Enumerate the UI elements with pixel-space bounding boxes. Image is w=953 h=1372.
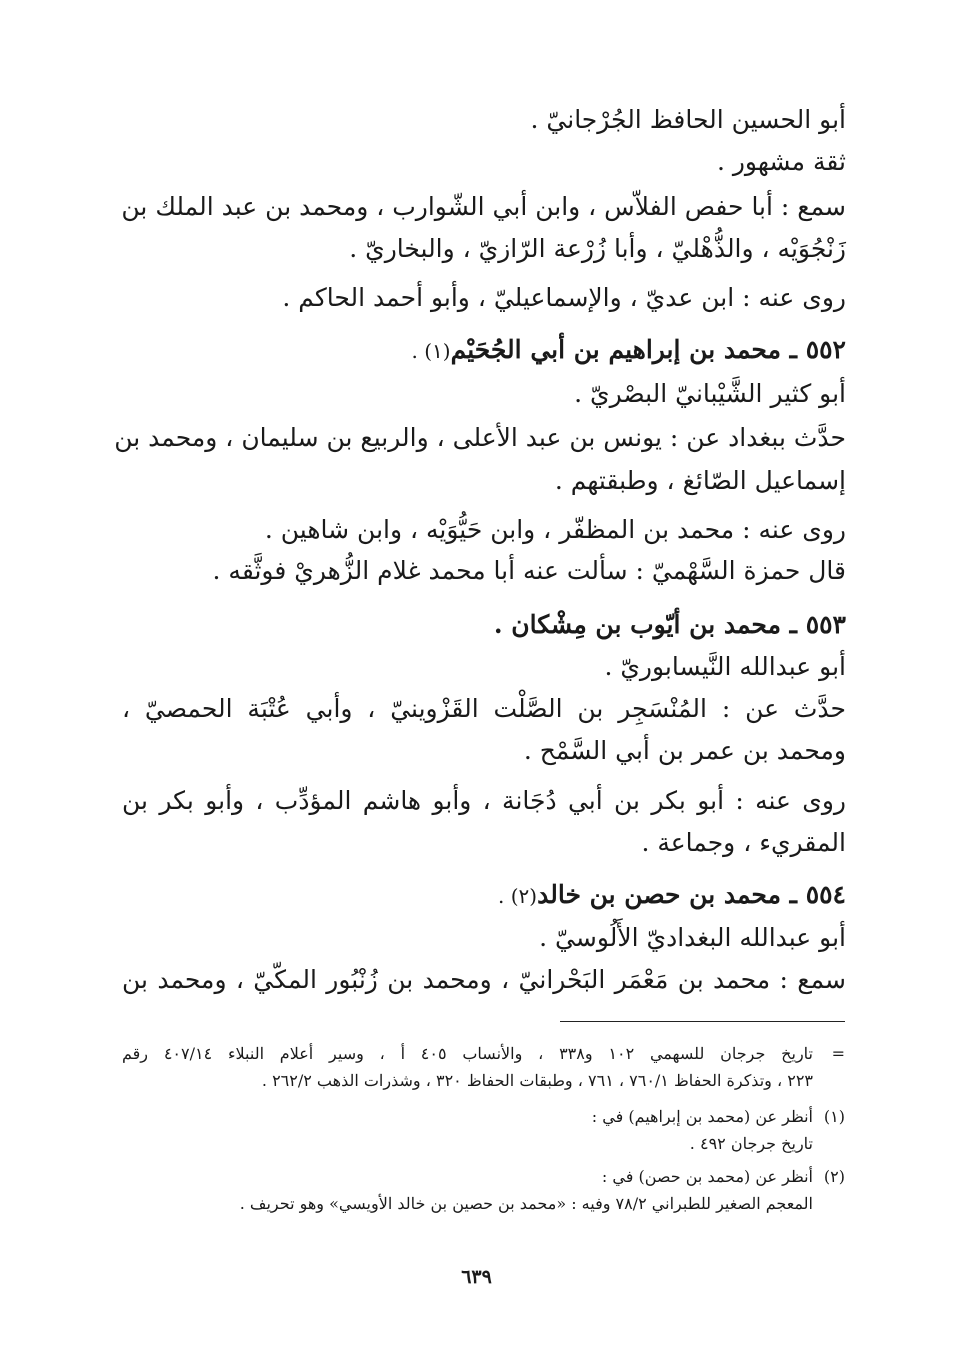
entry-heading-553: ٥٥٣ ـ محمد بن أيّوب بن مِشْكان . [493, 610, 846, 639]
page-number: ٦٣٩ [461, 1266, 492, 1288]
footnote-separator [560, 1021, 845, 1022]
text-line: ومحمد بن عمر بن أبي السَّمْح . [523, 736, 846, 765]
footnote-continuation-marker: = [831, 1044, 845, 1063]
text-line: زَنْجُوَيْه ، والذُّهْليّ ، وأبا زُرْعة الرّازيّ ، والبخاريّ . [349, 234, 846, 263]
text-line: المقريء ، وجماعة . [641, 828, 846, 857]
text-line: حدَّث عن : المُنْسَجِر بن الصَّلْت القَزْوينيّ ، وأبي عُتْبَة الحمصيّ ، [122, 694, 846, 723]
footnote-number: (٢) [823, 1167, 845, 1186]
entry-heading-552 [412, 330, 847, 370]
text-line: روى عنه : أبو بكر بن أبي دُجَانة ، وأبو هاشم المؤدِّب ، وأبو بكر بن [122, 786, 846, 815]
text-line: حدَّث ببغداد عن : يونس بن عبد الأعلى ، والربيع بن سليمان ، ومحمد بن [114, 423, 846, 452]
footnote-ref-2: (٢) . [498, 884, 538, 908]
entry-heading-text: ٥٥٤ ـ محمد بن حصن بن خالد [537, 880, 846, 909]
text-line: إسماعيل الصّائغ ، وطبقتهم . [554, 466, 846, 495]
footnote-number: (١) [823, 1107, 845, 1126]
footnote-line: تاريخ جرجان للسهمي ١٠٢ و٣٣٨ ، والأنساب ٤٠٥ أ ، وسير أعلام النبلاء ٤٠٧/١٤ رقم [122, 1044, 813, 1063]
text-line: أبو عبدالله البغداديّ الأَلُوسيّ . [539, 923, 846, 952]
text-line: أبو الحسين الحافظ الجُرْجانيّ . [530, 105, 846, 134]
text-line: سمع : أبا حفص الفلاّس ، وابن أبي الشّوارب ، ومحمد بن عبد الملك بن [121, 192, 846, 221]
text-line: روى عنه : ابن عديّ ، والإسماعيليّ ، وأبو أحمد الحاكم . [282, 283, 846, 312]
text-line: روى عنه : محمد بن المظفّر ، وابن حَيُّوَيْه ، وابن شاهين . [264, 515, 846, 544]
text-line: قال حمزة السَّهْميّ : سألت عنه أبا محمد غلام الزُّهريْ فوثَّقه . [212, 556, 846, 585]
text-line: ثقة مشهور . [716, 147, 846, 176]
footnote-ref-1: (١) . [411, 339, 451, 363]
footnote-line: أنظر عن (محمد بن حصن) في : [601, 1167, 813, 1186]
footnote-line: ٢٢٣ ، وتذكرة الحفاظ ٧٦٠/١ ، ٧٦١ ، وطبقات الحفاظ ٣٢٠ ، وشذرات الذهب ٢٦٢/٢ . [261, 1071, 813, 1090]
entry-heading-554 [498, 875, 846, 915]
footnote-line: تاريخ جرجان ٤٩٢ . [689, 1134, 813, 1153]
entry-heading-text: ٥٥٢ ـ محمد بن إبراهيم بن أبي الجُحَيْم [450, 335, 846, 364]
footnote-line: المعجم الصغير للطبراني ٧٨/٢ وفيه : «محمد بن حصين بن خالد الأويسي» وهو تحريف . [239, 1194, 813, 1213]
footnote-line: أنظر عن (محمد بن إبراهيم) في : [591, 1107, 813, 1126]
text-line: أبو كثير الشَّيْبانيّ البصْريّ . [574, 379, 846, 408]
text-line: سمع : محمد بن مَعْمَر البَحْرانيّ ، ومحمد بن زُنْبُور المكّيّ ، ومحمد بن [122, 965, 846, 994]
text-line: أبو عبدالله النَّيسابوريّ . [604, 652, 846, 681]
